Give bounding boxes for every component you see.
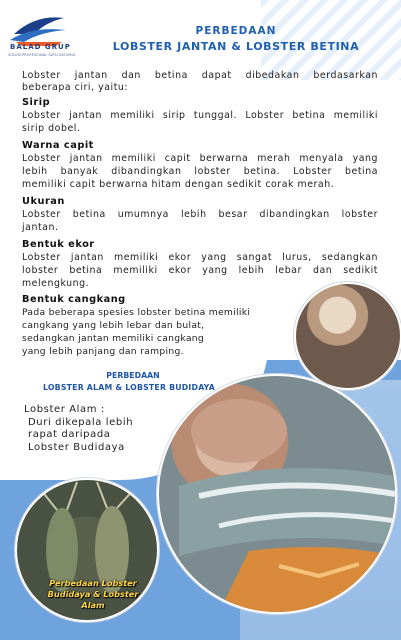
heading-warna-capit: Warna capit xyxy=(22,140,94,151)
bentuk-cangkang-line-4: yang lebih panjang dan ramping. xyxy=(22,346,184,357)
bentuk-ekor-line-1: Lobster jantan memiliki ekor yang sangat lurus, sedangkan xyxy=(22,252,378,263)
logo-name: BALAD GRUP xyxy=(10,43,71,51)
heading-bentuk-cangkang: Bentuk cangkang xyxy=(22,294,126,305)
heading-bentuk-ekor: Bentuk ekor xyxy=(22,239,95,250)
lobster-closeup-illustration xyxy=(159,376,395,612)
ukuran-line-2: jantan. xyxy=(22,222,59,233)
alam-line-3: rapat daripada xyxy=(28,429,111,441)
sirip-line-2: sirip dobel. xyxy=(22,123,81,134)
alam-line-4: Lobster Budidaya xyxy=(28,441,125,453)
logo-tagline: SOLUSI PROFESIONAL SATU-SATUNYA xyxy=(8,53,76,57)
section-title-top: PERBEDAAN xyxy=(106,371,160,380)
alam-line-1: Lobster Alam : xyxy=(24,404,105,415)
warna-capit-line-3: memiliki capit berwarna hitam dengan sedikit corak merah. xyxy=(22,179,335,190)
bentuk-ekor-line-3: melengkung. xyxy=(22,278,90,289)
bentuk-cangkang-line-3: sedangkan jantan memiliki cangkang xyxy=(22,333,205,344)
bentuk-ekor-line-2: lobster betina memiliki ekor yang lebih lebar dan sedikit xyxy=(22,265,378,276)
heading-ukuran: Ukuran xyxy=(22,196,65,207)
intro-line-2: beberapa ciri, yaitu: xyxy=(22,82,129,93)
alam-line-2: Duri dikepala lebih xyxy=(28,416,134,428)
intro-line-1: Lobster jantan dan betina dapat dibedakan berdasarkan xyxy=(22,70,378,81)
photo-caption xyxy=(38,578,148,611)
heading-sirip: Sirip xyxy=(22,97,51,108)
photo-caption-line-2: Budidaya & Lobster Alam xyxy=(47,589,139,610)
lobster-closeup-photo xyxy=(157,374,397,614)
warna-capit-line-2: lebih banyak dibandingkan lobster betina. Lobster betina xyxy=(22,166,378,177)
lobster-alam-text xyxy=(24,404,133,454)
photo-caption-line-1: Perbedaan Lobster xyxy=(49,578,137,588)
section-title: LOBSTER ALAM & LOBSTER BUDIDAYA xyxy=(42,383,216,392)
page-title: LOBSTER JANTAN & LOBSTER BETINA xyxy=(112,40,360,53)
page-title-top: PERBEDAAN xyxy=(195,25,277,37)
bentuk-cangkang-line-1: Pada beberapa spesies lobster betina memiliki xyxy=(22,307,251,318)
ukuran-line-1: Lobster betina umumnya lebih besar dibandingkan lobster xyxy=(22,209,378,220)
lobster-shell-photo xyxy=(294,282,401,390)
bentuk-cangkang-line-2: cangkang yang lebih lebar dan bulat, xyxy=(22,320,205,331)
sirip-line-1: Lobster jantan memiliki sirip tunggal. Lobster betina memiliki xyxy=(22,110,378,121)
warna-capit-line-1: Lobster jantan memiliki capit berwarna merah menyala yang xyxy=(22,153,378,164)
